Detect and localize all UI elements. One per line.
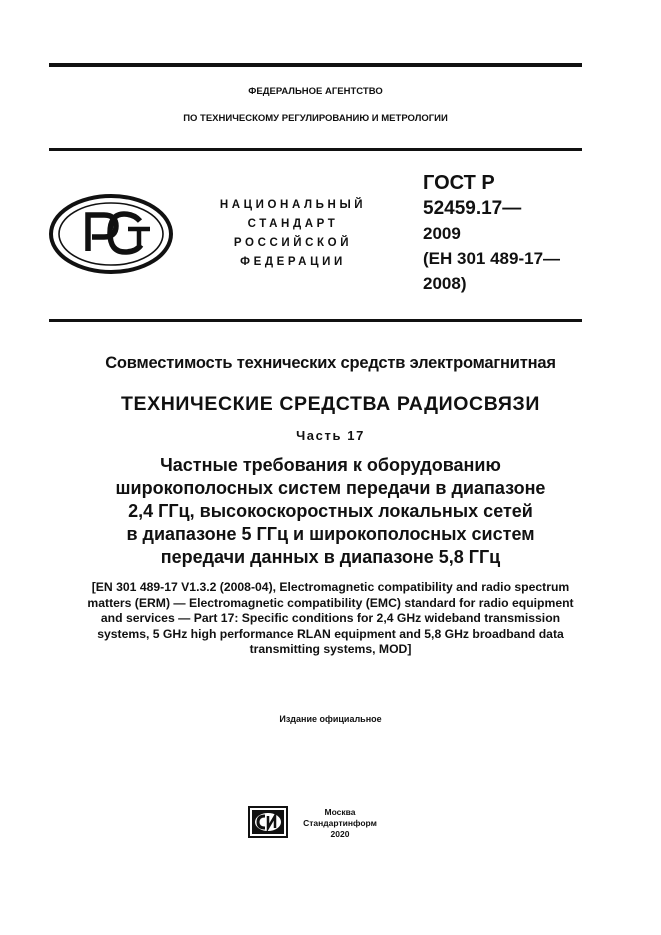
publisher-city: Москва (324, 807, 356, 817)
national-standard-line-2: СТАНДАРТ (247, 218, 339, 230)
agency-line-1: ФЕДЕРАЛЬНОЕ АГЕНТСТВО (248, 86, 383, 97)
header-rule (49, 148, 582, 151)
publisher-year: 2020 (330, 829, 350, 839)
english-reference-line: systems, 5 GHz high performance RLAN equipment and 5,8 GHz broadband data (97, 626, 564, 641)
english-reference-line: transmitting systems, MOD] (249, 642, 412, 656)
national-standard-label (208, 196, 378, 272)
national-standard-line-4: ФЕДЕРАЦИИ (240, 256, 346, 268)
secondary-title: ТЕХНИЧЕСКИЕ СРЕДСТВА РАДИОСВЯЗИ (121, 393, 540, 415)
subtitle-line: широкополосных систем передачи в диапазоне (115, 478, 546, 498)
main-title: Совместимость технических средств электромагнитная (105, 354, 556, 372)
publisher-logo (248, 806, 288, 838)
agency-line-2: ПО ТЕХНИЧЕСКОМУ РЕГУЛИРОВАНИЮ И МЕТРОЛОГИИ (183, 113, 448, 124)
publisher-info (290, 807, 390, 840)
english-reference-line: [EN 301 489-17 V1.3.2 (2008-04), Electromagnetic compatibility and radio spectrum (91, 580, 570, 594)
standard-designation (423, 171, 560, 296)
subtitle (30, 454, 631, 569)
designation-line-4: (ЕН 301 489-17— (423, 249, 561, 268)
national-standard-line-1: НАЦИОНАЛЬНЫЙ (219, 199, 367, 211)
national-standard-line-3: РОССИЙСКОЙ (233, 237, 353, 249)
edition-label: Издание официальное (279, 714, 382, 724)
publisher-name: Стандартинформ (303, 818, 377, 828)
title-rule (49, 319, 582, 322)
top-rule (49, 63, 582, 67)
english-reference-line: and services — Part 17: Specific conditions for 2,4 GHz wideband transmission (100, 611, 561, 625)
subtitle-line: передачи данных в диапазоне 5,8 ГГц (160, 547, 501, 567)
subtitle-line: в диапазоне 5 ГГц и широкополосных систем (126, 524, 535, 544)
english-reference (30, 580, 631, 658)
subtitle-line: 2,4 ГГц, высокоскоростных локальных сетей (128, 501, 533, 521)
designation-line-2: 52459.17— (423, 198, 522, 219)
designation-line-5: 2008) (423, 274, 467, 293)
part-number: Часть 17 (296, 428, 365, 443)
designation-line-1: ГОСТ Р (423, 172, 495, 194)
designation-line-3: 2009 (423, 224, 461, 243)
gost-emblem-logo (48, 193, 174, 275)
english-reference-line: matters (ERM) — Electromagnetic compatibility (EMC) standard for radio equipment (87, 595, 574, 610)
subtitle-line: Частные требования к оборудованию (160, 455, 501, 475)
